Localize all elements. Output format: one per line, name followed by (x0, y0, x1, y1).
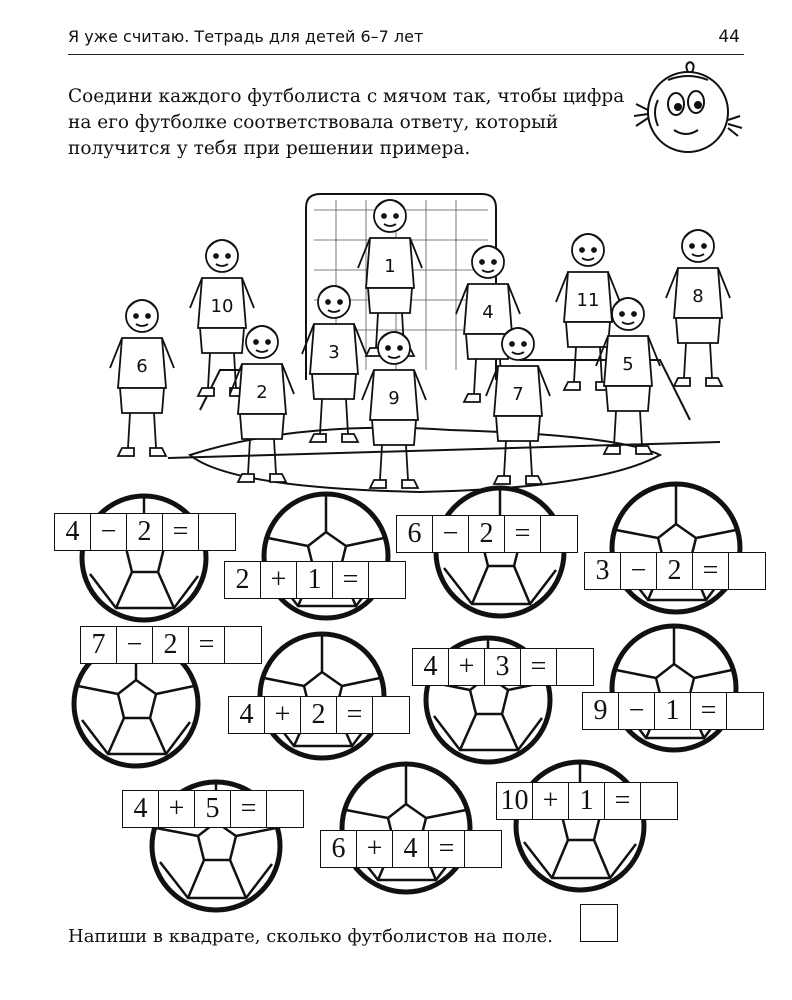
eq-operator: + (159, 791, 195, 827)
eq-operand-b: 1 (655, 693, 691, 729)
eq-operand-a: 6 (397, 516, 433, 552)
footer-question: Напиши в квадрате, сколько футболистов на поле. (68, 926, 554, 947)
football-player (354, 310, 434, 510)
eq-equals: = (163, 514, 199, 550)
soccer-ball-icon (512, 758, 648, 894)
equation-2 (224, 561, 406, 599)
equation-10 (320, 830, 502, 868)
eq-answer-box[interactable] (641, 783, 677, 819)
book-title: Я уже считаю. Тетрадь для детей 6–7 лет (68, 27, 424, 46)
ball-mascot-icon (628, 60, 754, 164)
eq-equals: = (691, 693, 727, 729)
eq-operator: − (117, 627, 153, 663)
eq-answer-box[interactable] (373, 697, 409, 733)
eq-operator: − (621, 553, 657, 589)
equation-5 (80, 626, 262, 664)
player-number: 6 (136, 356, 148, 377)
eq-operand-b: 2 (469, 516, 505, 552)
equation-11 (496, 782, 678, 820)
eq-operand-b: 1 (297, 562, 333, 598)
eq-equals: = (505, 516, 541, 552)
eq-operand-a: 9 (583, 693, 619, 729)
eq-operand-a: 6 (321, 831, 357, 867)
eq-operand-b: 4 (393, 831, 429, 867)
eq-operand-b: 2 (127, 514, 163, 550)
football-player (102, 278, 182, 478)
eq-operand-a: 3 (585, 553, 621, 589)
player-number: 11 (576, 290, 600, 311)
player-number: 1 (384, 256, 396, 277)
eq-answer-box[interactable] (465, 831, 501, 867)
eq-answer-box[interactable] (727, 693, 763, 729)
eq-operand-b: 2 (153, 627, 189, 663)
eq-operand-a: 4 (229, 697, 265, 733)
player-number: 2 (256, 382, 268, 403)
eq-operand-b: 5 (195, 791, 231, 827)
equation-9 (122, 790, 304, 828)
eq-operator: + (261, 562, 297, 598)
eq-operator: + (533, 783, 569, 819)
eq-operator: − (619, 693, 655, 729)
eq-operand-a: 4 (55, 514, 91, 550)
equation-8 (582, 692, 764, 730)
eq-operand-b: 2 (301, 697, 337, 733)
equation-1 (54, 513, 236, 551)
eq-equals: = (231, 791, 267, 827)
player-number: 8 (692, 286, 704, 307)
equation-6 (228, 696, 410, 734)
eq-operand-b: 3 (485, 649, 521, 685)
football-player (588, 276, 668, 476)
eq-operator: − (433, 516, 469, 552)
eq-answer-box[interactable] (267, 791, 303, 827)
equation-3 (396, 515, 578, 553)
eq-operand-a: 2 (225, 562, 261, 598)
eq-operand-a: 7 (81, 627, 117, 663)
eq-answer-box[interactable] (557, 649, 593, 685)
eq-answer-box[interactable] (225, 627, 261, 663)
eq-answer-box[interactable] (541, 516, 577, 552)
eq-answer-box[interactable] (199, 514, 235, 550)
soccer-ball-icon (608, 622, 740, 754)
player-count-answer-box[interactable] (580, 904, 618, 942)
eq-operand-a: 4 (413, 649, 449, 685)
eq-equals: = (693, 553, 729, 589)
eq-equals: = (521, 649, 557, 685)
football-player (658, 208, 738, 408)
eq-operator: + (449, 649, 485, 685)
page-number: 44 (718, 27, 740, 47)
eq-equals: = (337, 697, 373, 733)
eq-operand-b: 1 (569, 783, 605, 819)
eq-operator: − (91, 514, 127, 550)
soccer-ball-icon (338, 760, 474, 896)
player-number: 4 (482, 302, 494, 323)
player-number: 7 (512, 384, 524, 405)
eq-equals: = (429, 831, 465, 867)
eq-operand-a: 4 (123, 791, 159, 827)
page-header (68, 24, 744, 55)
soccer-ball-icon (608, 480, 744, 616)
soccer-ball-icon (260, 490, 392, 622)
soccer-ball-icon (78, 492, 210, 624)
eq-operand-a: 10 (497, 783, 533, 819)
eq-answer-box[interactable] (729, 553, 765, 589)
eq-operand-b: 2 (657, 553, 693, 589)
eq-equals: = (333, 562, 369, 598)
eq-operator: + (357, 831, 393, 867)
football-player (222, 304, 302, 504)
eq-equals: = (189, 627, 225, 663)
eq-operator: + (265, 697, 301, 733)
equation-4 (584, 552, 766, 590)
eq-equals: = (605, 783, 641, 819)
player-number: 10 (210, 296, 234, 317)
task-instruction: Соедини каждого футболиста с мячом так, чтобы цифра на его футболке соответствовала ответу, который получится у тебя при решении примера. (68, 86, 625, 159)
player-number: 3 (328, 342, 340, 363)
player-number: 9 (388, 388, 400, 409)
football-player (478, 306, 558, 506)
eq-answer-box[interactable] (369, 562, 405, 598)
equation-7 (412, 648, 594, 686)
player-number: 5 (622, 354, 634, 375)
